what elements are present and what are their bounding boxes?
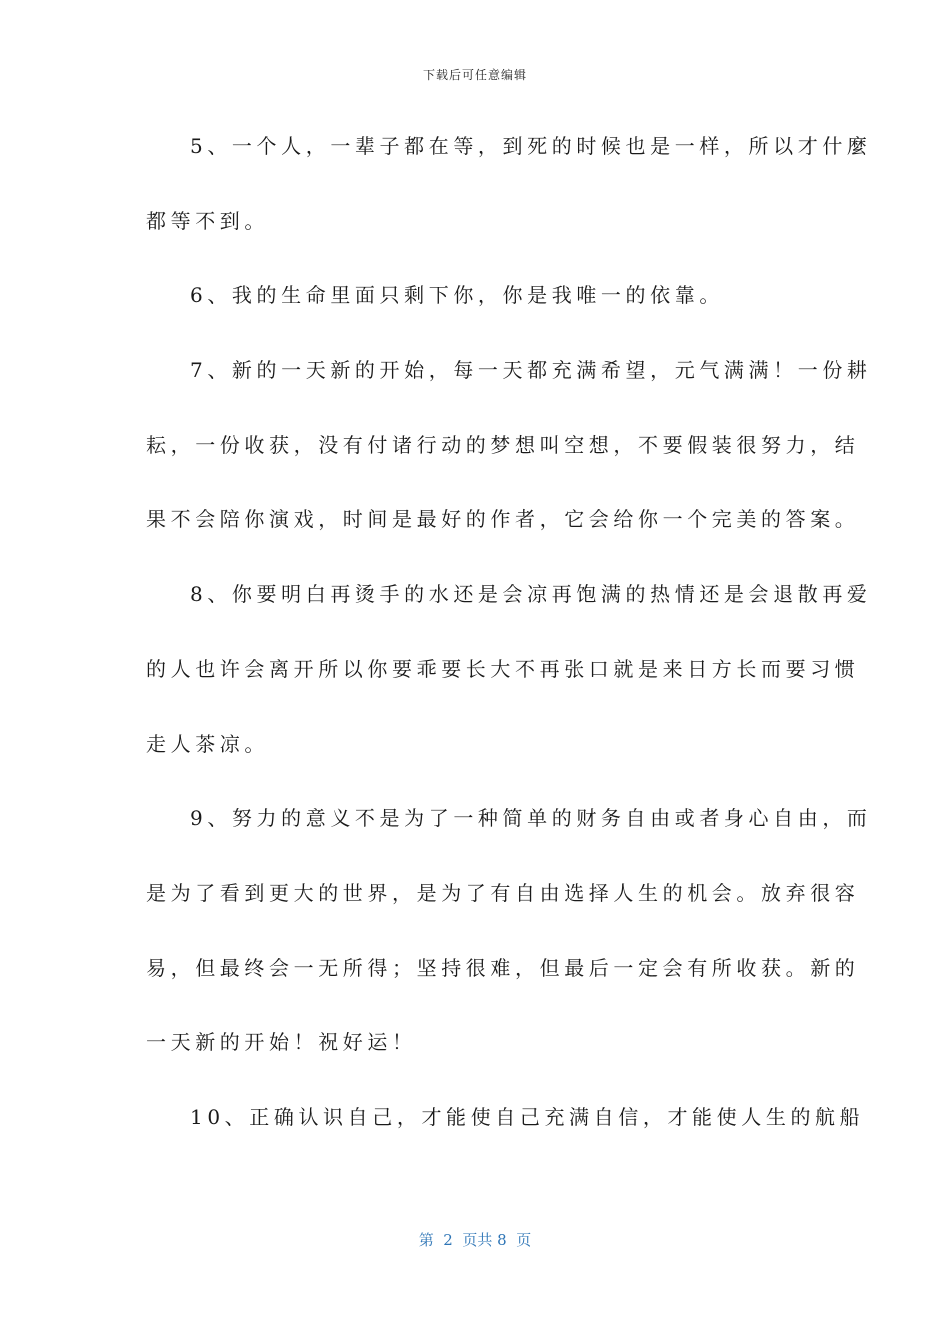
text-line: 是为了看到更大的世界，是为了有自由选择人生的机会。放弃很容 xyxy=(146,880,860,905)
text-line: 果不会陪你演戏，时间是最好的作者，它会给你一个完美的答案。 xyxy=(146,507,860,532)
text-line: 10、正确认识自己，才能使自己充满自信，才能使人生的航船 xyxy=(190,1104,865,1129)
text-line: 9、努力的意义不是为了一种简单的财务自由或者身心自由，而 xyxy=(190,806,872,831)
document-body xyxy=(146,126,872,1172)
page-number: 第 2 页共 8 页 xyxy=(418,1231,532,1249)
text-line: 走人茶凉。 xyxy=(146,731,269,756)
header-note: 下载后可任意编辑 xyxy=(422,68,527,82)
text-line: 一天新的开始！祝好运！ xyxy=(146,1030,417,1055)
text-line: 耘，一份收获，没有付诸行动的梦想叫空想，不要假装很努力，结 xyxy=(146,432,860,457)
text-line: 的人也许会离开所以你要乖要长大不再张口就是来日方长而要习惯 xyxy=(146,656,860,681)
text-line: 易，但最终会一无所得；坚持很难，但最后一定会有所收获。新的 xyxy=(146,955,860,980)
text-line: 8、你要明白再烫手的水还是会凉再饱满的热情还是会退散再爱 xyxy=(190,582,872,607)
text-line: 7、新的一天新的开始，每一天都充满希望，元气满满！一份耕 xyxy=(190,358,872,383)
text-line: 5、一个人，一辈子都在等，到死的时候也是一样，所以才什麼 xyxy=(190,134,872,158)
text-line: 都等不到。 xyxy=(146,208,269,233)
text-line: 6、我的生命里面只剩下你，你是我唯一的依靠。 xyxy=(190,283,724,308)
